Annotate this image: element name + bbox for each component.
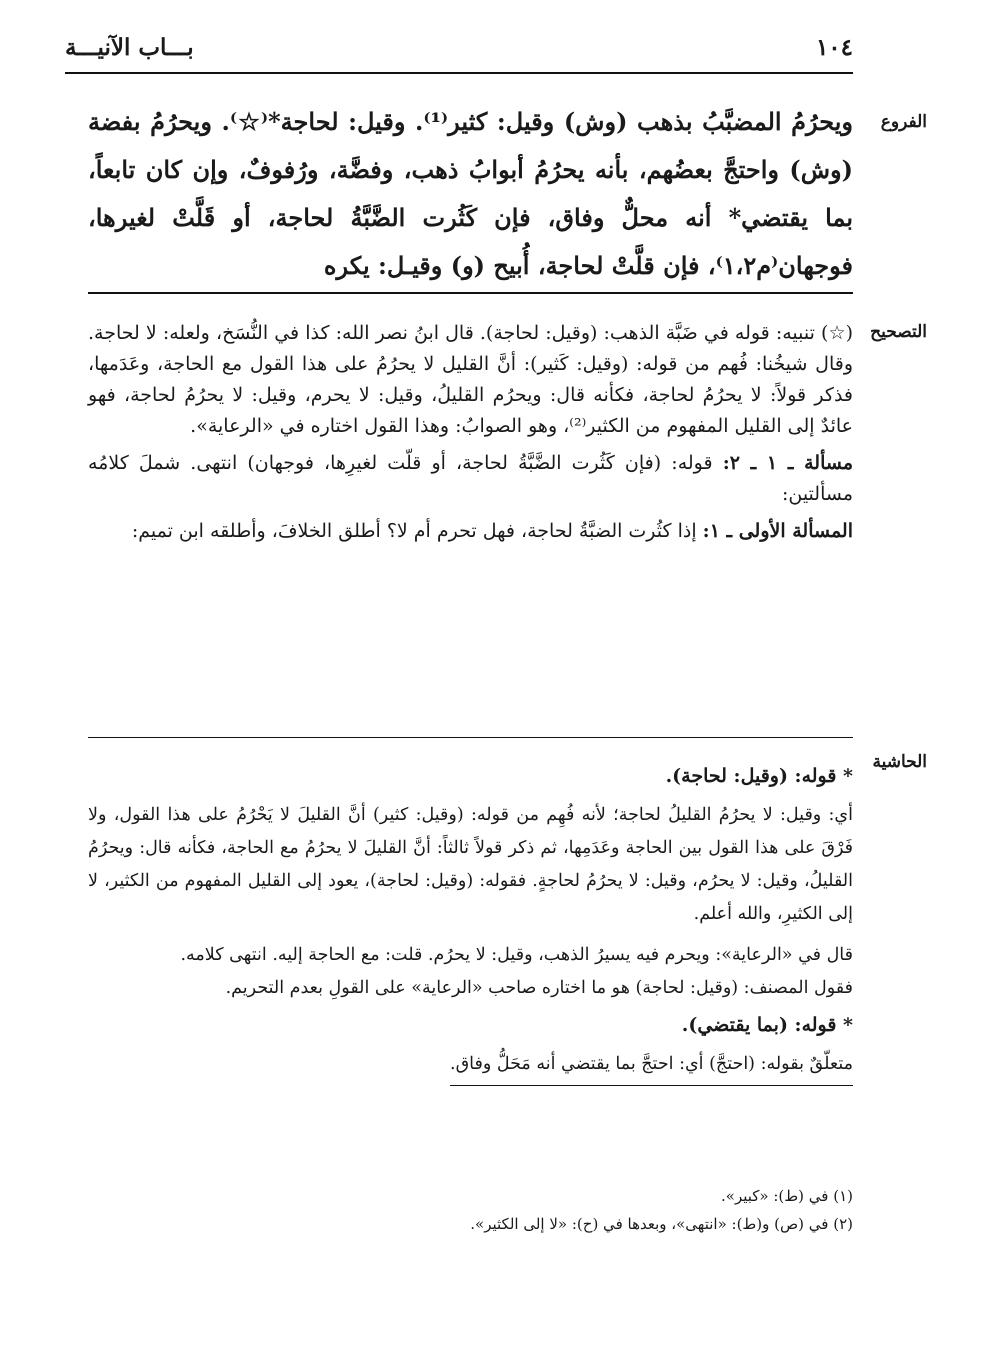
hashiya-quote-heading: * قوله: (بما يقتضي). xyxy=(681,1014,853,1036)
section-label-tashih: التصحيح xyxy=(870,322,927,342)
issue-first-text: إذا كثُرت الضبَّةُ لحاجة، فهل تحرم أم لا؟ أطلق الخلافَ، وأطلقه ابن تميم: xyxy=(131,520,703,542)
hashiya-section xyxy=(88,756,853,1086)
hashiya-last xyxy=(88,1048,853,1086)
hashiya-paragraph: قال في «الرعاية»: ويحرم فيه يسيرُ الذهب، وقيل: لا يحرُم. قلت: مع الحاجة إليه. انتهى كلامه. xyxy=(180,945,853,965)
footnote: (٢) في (ص) و(ط): «انتهى»، وبعدها في (ح): «لا إلى الكثير». xyxy=(470,1215,853,1233)
tashih-issue xyxy=(88,448,853,510)
section-label-hashiya: الحاشية xyxy=(872,752,927,772)
footnotes xyxy=(88,1182,853,1238)
tashih-issue-first xyxy=(88,516,853,547)
hashiya-paragraph: أي: وقيل: لا يحرُمُ القليلُ لحاجة؛ لأنه فُهِم من قوله: (وقيل: كثير) أنَّ القليلَ لا يَحْرُمُ على هذا القول، ولا فَرْقَ على هذا القول بين الحاجة وعَدَمِها، ثم ذكر قولاً ثالثاً: أنَّ القليلَ لا يحرُمُ مع الحاجة، فكأنه قال: ويحرُمُ القليلُ، وقيل: لا يحرُم، وقيل: لا يحرُمُ لحاجةٍ. فقوله: (وقيل: لحاجة)، يعود إلى القليل المفهوم من الكثير، لا إلى الكثيرِ، والله أعلم. xyxy=(88,805,853,924)
page-number: ١٠٤ xyxy=(815,34,853,61)
running-header xyxy=(65,34,853,70)
issue-heading: مسألة ـ ١ ـ ٢: xyxy=(722,452,854,474)
footnote: (١) في (ط): «كبير». xyxy=(721,1187,853,1205)
spacer xyxy=(88,931,853,939)
hashiya-paragraph: متعلّقٌ بقوله: (احتجَّ) أي: احتجَّ بما يقتضي أنه مَحَلُّ وفاق. xyxy=(450,1048,853,1086)
main-text-foroo: ويحرُمُ المضبَّبُ بذهب (وش) وقيل: كثير⁽¹⁾. وقيل: لحاجة*⁽☆⁾. ويحرُمُ بفضة (وش) واحتجَّ بعضُهم، بأنه يحرُمُ أبوابُ ذهب، وفضَّة، ورُفوفٌ، وإن كان تابعاً، بما يقتضي* أنه محلٌّ وفاق، فإن كَثُرت الضَّبَّةُ لحاجة، أو قَلَّتْ لغيرها، فوجهان⁽م١،٢⁾، فإن قلَّتْ لحاجة، أُبيح (و) وقيـل: يكره xyxy=(88,107,854,280)
issue-first-heading: المسألة الأولى ـ ١: xyxy=(702,520,853,542)
section-divider xyxy=(88,737,853,738)
section-divider xyxy=(88,292,853,294)
hashiya-quote-heading: * قوله: (وقيل: لحاجة). xyxy=(665,765,853,787)
issue-text: قوله: (فإن كَثُرت الضَّبَّةُ لحاجة، أو قلّت لغيرِها، فوجهان) انتهى. شملَ كلامُه مسألتين: xyxy=(88,452,853,505)
header-divider xyxy=(65,72,853,74)
tashih-section xyxy=(88,318,853,553)
tashih-paragraph: (☆) تنبيه: قوله في ضَبَّة الذهب: (وقيل: لحاجة). قال ابنُ نصر الله: كذا في النُّسَخ، ولعله: لا لحاجة. وقال شيخُنا: فُهم من قوله: (وقيل: كَثير): أنَّ القليل لا يحرُمُ على هذا القول مع الحاجة، وعَدَمها، فذكر قولاً: لا يحرُمُ لحاجة، فكأنه قال: ويحرُم القليلُ، وقيل: لا يحرم، وقيل: لا يحرُمُ لحاجة، فهو عائدٌ إلى القليل المفهوم من الكثير⁽²⁾، وهو الصوابُ: وهذا القول اختاره في «الرعاية». xyxy=(88,322,853,437)
section-label-foroo: الفروع xyxy=(880,112,927,132)
hashiya-paragraph: فقول المصنف: (وقيل: لحاجة) هو ما اختاره صاحب «الرعاية» على القولِ بعدم التحريم. xyxy=(225,978,853,998)
chapter-title: بـــاب الآنيـــة xyxy=(65,34,194,61)
